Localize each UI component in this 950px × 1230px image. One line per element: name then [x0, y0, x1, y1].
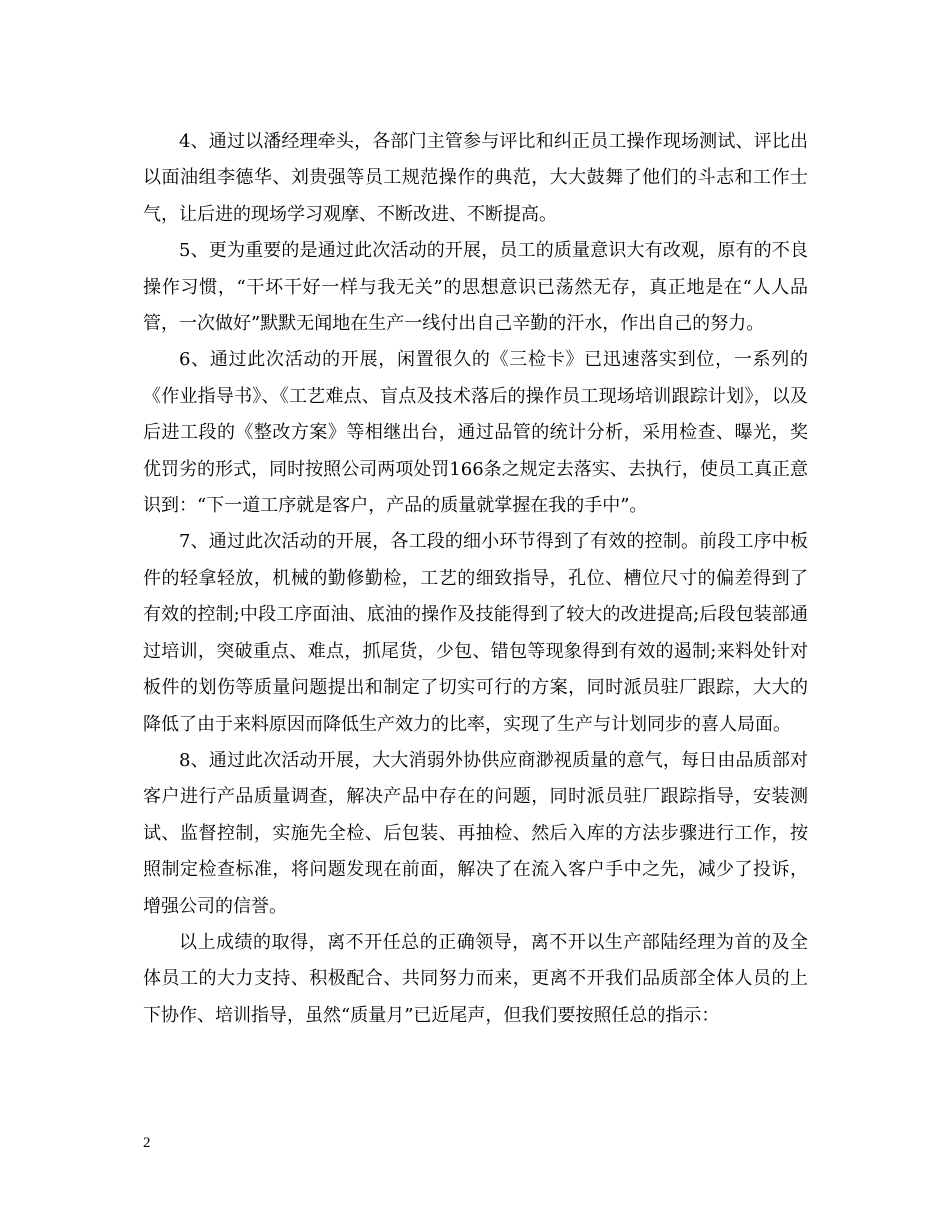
paragraph-item-7: 7、通过此次活动的开展，各工段的细小环节得到了有效的控制。前段工序中板件的轻拿轻放，机械的勤修勤检，工艺的细致指导，孔位、槽位尺寸的偏差得到了有效的控制;中段工序面油、底油的操作及技能得到了较大的改进提高;后段包装部通过培训，突破重点、难点，抓尾货，少包、错包等现象得到有效的遏制;来料处针对板件的划伤等质量问题提出和制定了切实可行的方案，同时派员驻厂跟踪，大大的降低了由于来料原因而降低生产效力的比率，实现了生产与计划同步的喜人局面。 [143, 531, 809, 735]
document-body [143, 124, 808, 1034]
paragraph-item-6: 6、通过此次活动的开展，闲置很久的《三检卡》已迅速落实到位，一系列的《作业指导书》、《工艺难点、盲点及技术落后的操作员工现场培训跟踪计划》，以及后进工段的《整改方案》等相继出台，通过品管的统计分析，采用检查、曝光，奖优罚劣的形式，同时按照公司两项处罚166条之规定去落实、去执行，使员工真正意识到：“下一道工序就是客户，产品的质量就掌握在我的手中”。 [143, 349, 808, 517]
paragraph-item-5: 5、更为重要的是通过此次活动的开展，员工的质量意识大有改观，原有的不良操作习惯，“干坏干好一样与我无关”的思想意识已荡然无存，真正地是在“人人品管，一次做好”默默无闻地在生产一线付出自己辛勤的汗水，作出自己的努力。 [143, 240, 808, 335]
page-number: 2 [143, 1135, 151, 1151]
paragraph-item-8: 8、通过此次活动开展，大大消弱外协供应商渺视质量的意气，每日由品质部对客户进行产品质量调查，解决产品中存在的问题，同时派员驻厂跟踪指导，安装测试、监督控制，实施先全检、后包装、再抽检、然后入库的方法步骤进行工作，按照制定检查标准，将问题发现在前面，解决了在流入客户手中之先，减少了投诉，增强公司的信誉。 [143, 749, 808, 917]
paragraph-summary: 以上成绩的取得，离不开任总的正确领导，离不开以生产部陆经理为首的及全体员工的大力支持、积极配合、共同努力而来，更离不开我们品质部全体人员的上下协作、培训指导，虽然“质量月”已近尾声，但我们要按照任总的指示： [143, 931, 808, 1026]
paragraph-item-4: 4、通过以潘经理牵头，各部门主管参与评比和纠正员工操作现场测试、评比出以面油组李德华、刘贵强等员工规范操作的典范，大大鼓舞了他们的斗志和工作士气，让后进的现场学习观摩、不断改进、不断提高。 [143, 131, 808, 225]
